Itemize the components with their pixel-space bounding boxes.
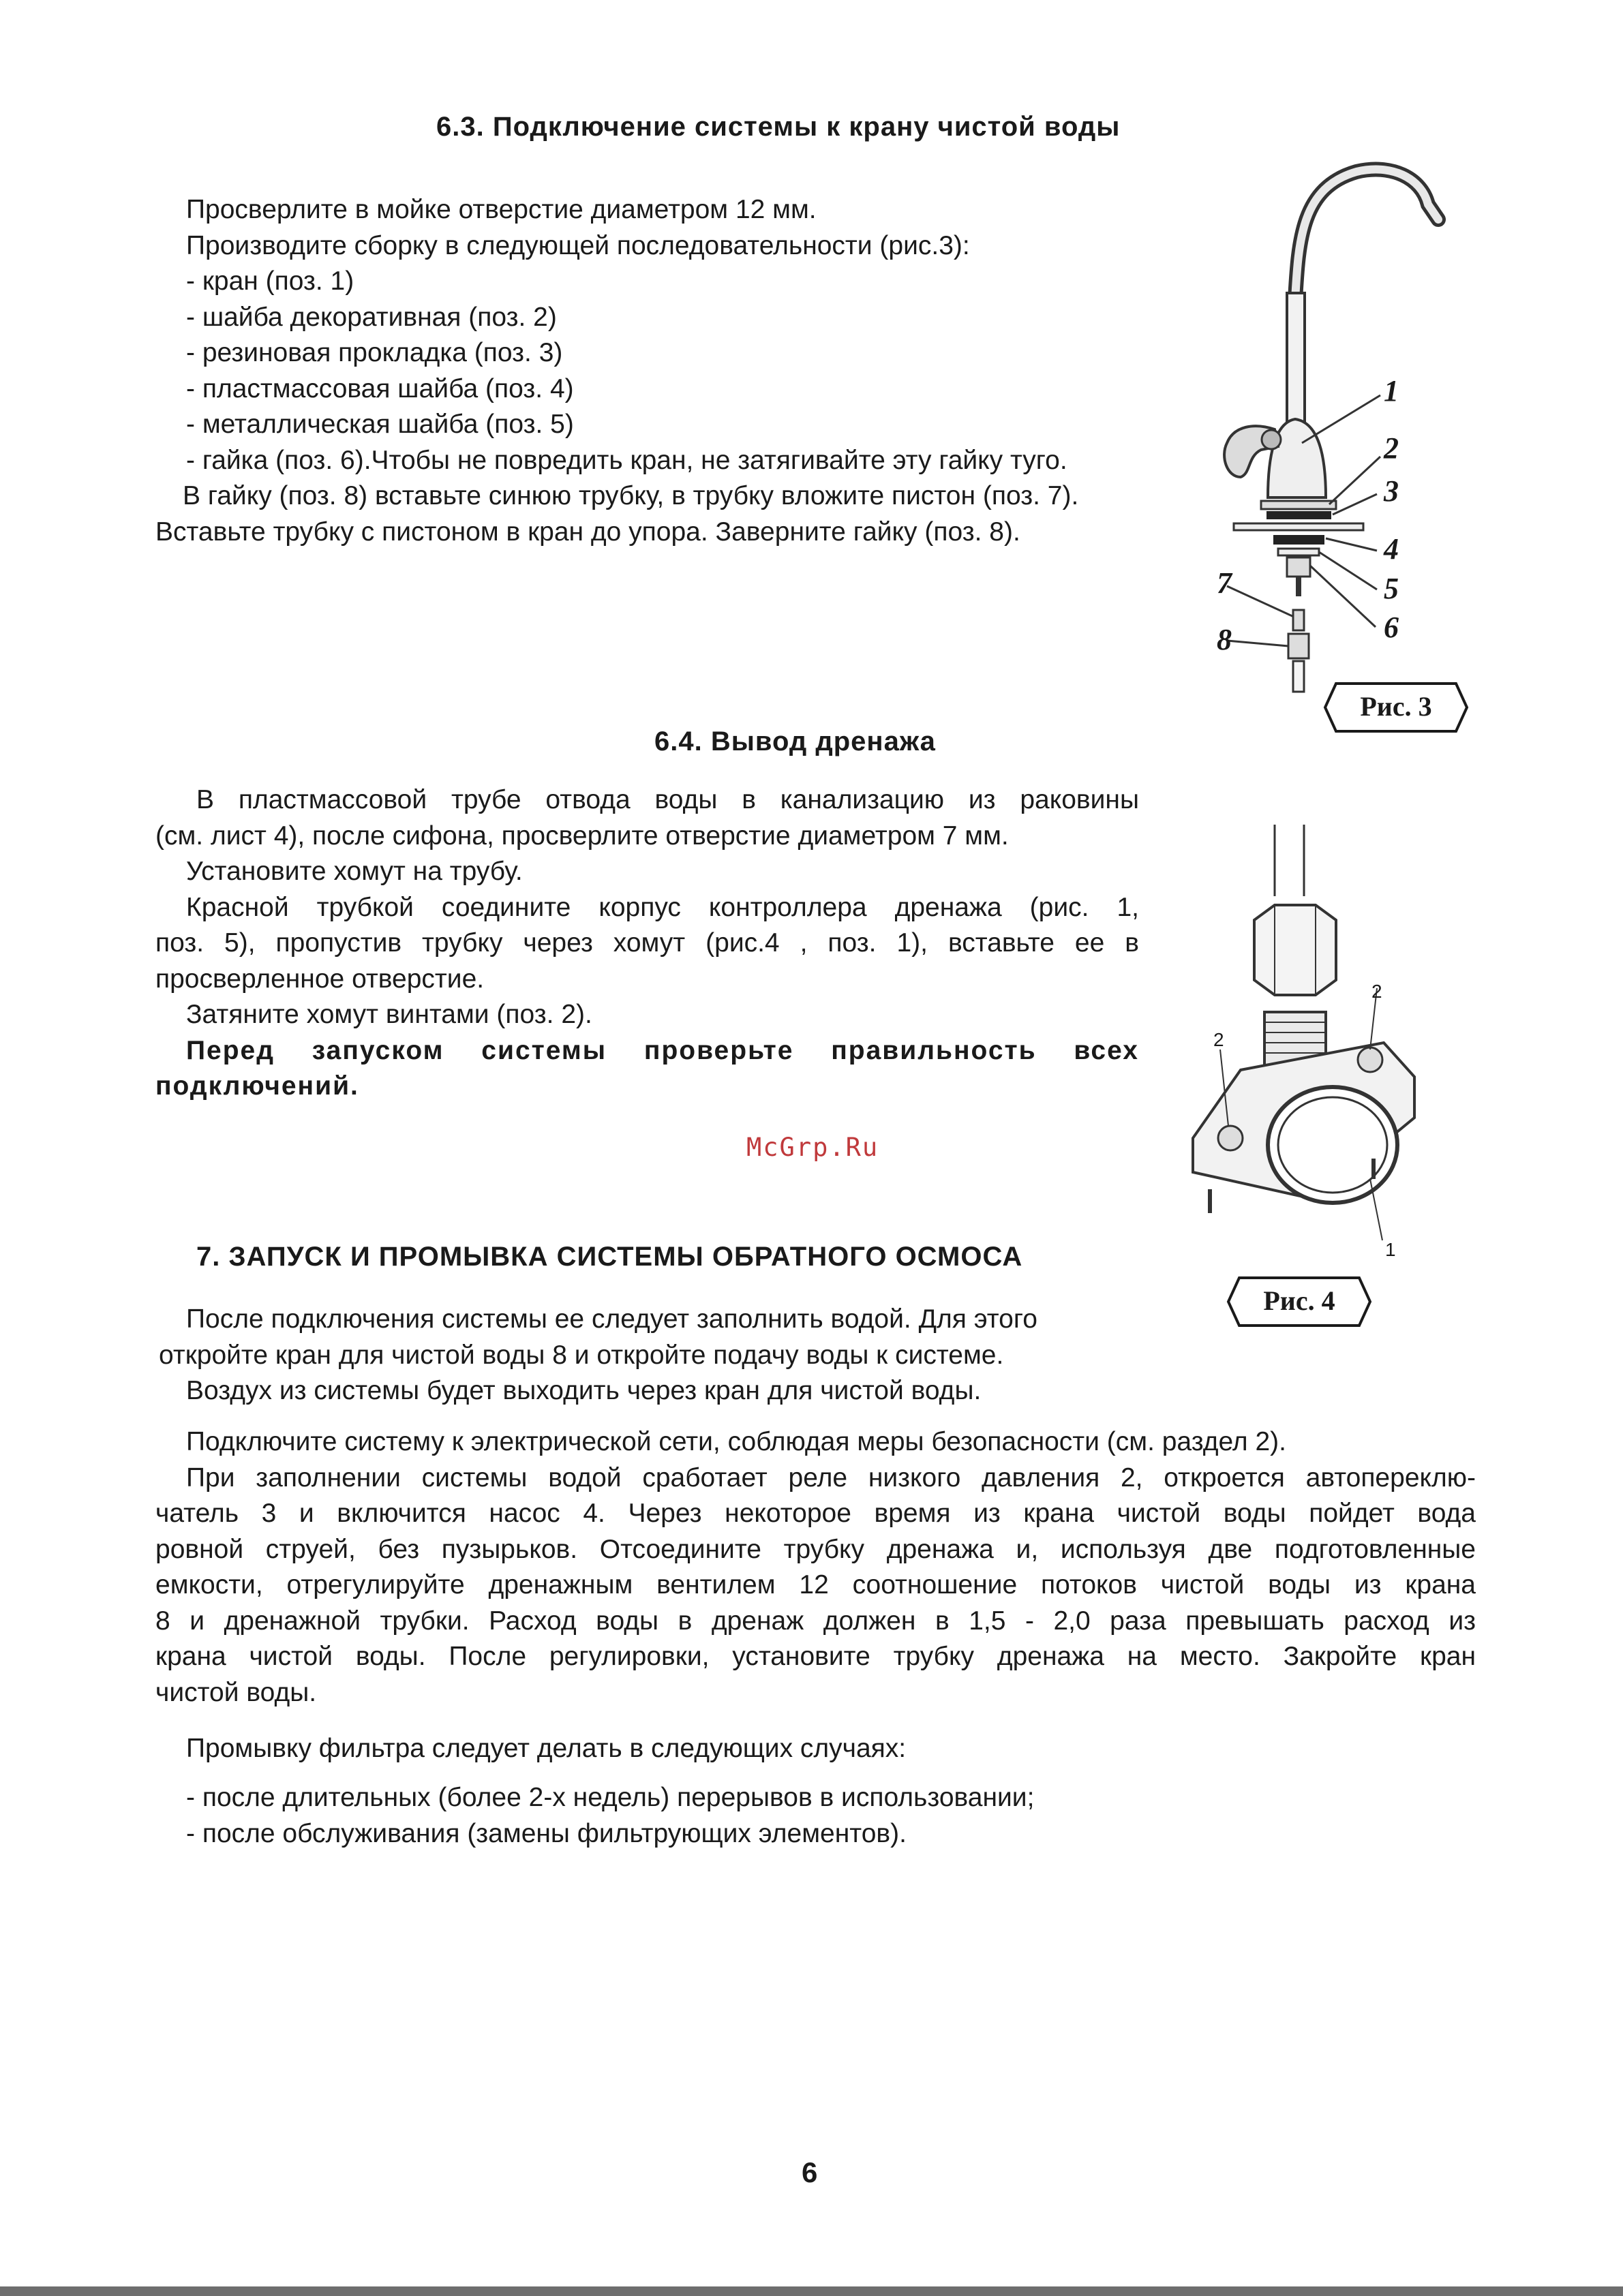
plastic-washer (1273, 535, 1324, 545)
list-item: - резиновая прокладка (поз. 3) (186, 338, 563, 367)
text-line: Просверлите в мойке отверстие диаметром 12 мм. (186, 195, 817, 224)
text-line: 8 и дренажной трубки. Расход воды в дренаж должен в 1,5 - 2,0 раза превышать расход из (155, 1606, 1476, 1636)
callout-2: 2 (1384, 431, 1399, 465)
text-line: крана чистой воды. После регулировки, установите трубку дренажа на место. Закройте кран (155, 1642, 1476, 1671)
callout-6: 6 (1384, 611, 1399, 644)
section-7-title: 7. ЗАПУСК И ПРОМЫВКА СИСТЕМЫ ОБРАТНОГО ОСМОСА (196, 1242, 1023, 1272)
screw (1218, 1126, 1243, 1150)
text-line: откройте кран для чистой воды 8 и откройте подачу воды к системе. (159, 1340, 1004, 1370)
drain-clamp-figure (1179, 818, 1445, 1268)
callout-8: 8 (1217, 623, 1232, 656)
watermark: McGrp.Ru (746, 1133, 879, 1162)
text-line: Производите сборку в следующей последовательности (рис.3): (186, 230, 970, 260)
text-line: ровной струей, без пузырьков. Отсоедините трубку дренажа и, используя две подготовленные (155, 1534, 1476, 1564)
text-line: При заполнении системы водой сработает реле низкого давления 2, откроется автопереклю- (186, 1463, 1476, 1493)
section-6-3-title: 6.3. Подключение системы к крану чистой воды (436, 112, 1121, 142)
page-number: 6 (802, 2156, 818, 2188)
callout-2: 2 (1213, 1029, 1224, 1050)
text-line: В пластмассовой трубе отвода воды в канализацию из раковины (196, 785, 1139, 814)
section-6-4-title: 6.4. Вывод дренажа (654, 726, 936, 756)
hex-nut (1254, 905, 1336, 995)
clamp-ring (1268, 1087, 1397, 1203)
list-item: - после длительных (более 2-х недель) перерывов в использовании; (186, 1783, 1035, 1812)
callout-3: 3 (1384, 474, 1399, 508)
list-item: - металлическая шайба (поз. 5) (186, 410, 574, 439)
text-line: В гайку (поз. 8) вставьте синюю трубку, в трубку вложите пистон (поз. 7). (183, 481, 1079, 510)
text-line: емкости, отрегулируйте дренажным вентилем 12 соотношение потоков чистой воды из крана (155, 1570, 1476, 1599)
text-line: Затяните хомут винтами (поз. 2). (186, 1000, 592, 1029)
text-line: Подключите систему к электрической сети, соблюдая меры безопасности (см. раздел 2). (186, 1427, 1286, 1456)
nut (1287, 557, 1310, 577)
section-7-intro (155, 1302, 1178, 1409)
text-line: После подключения системы ее следует заполнить водой. Для этого (186, 1304, 1037, 1334)
callout-4: 4 (1384, 532, 1399, 566)
figure-3-caption-badge (1322, 680, 1470, 735)
text-line: Красной трубкой соедините корпус контроллера дренажа (рис. 1, (186, 892, 1139, 922)
callout-2: 2 (1371, 981, 1382, 1002)
list-item: - гайка (поз. 6).Чтобы не повредить кран, не затягивайте эту гайку туго. (186, 445, 1067, 475)
flush-intro: Промывку фильтра следует делать в следующих случаях: (186, 1734, 907, 1763)
figure-4-caption: Рис. 4 (1263, 1285, 1335, 1316)
text-line: Воздух из системы будет выходить через кран для чистой воды. (186, 1376, 982, 1405)
warning-text: подключений. (155, 1071, 359, 1101)
callout-5: 5 (1384, 572, 1399, 605)
list-item: - после обслуживания (замены фильтрующих элементов). (186, 1818, 907, 1848)
rubber-gasket (1266, 511, 1331, 519)
faucet-column (1287, 293, 1305, 423)
section-6-4-body (155, 782, 1139, 1105)
text-line: просверленное отверстие. (155, 964, 485, 994)
metal-washer (1278, 549, 1319, 555)
faucet-figure (1159, 157, 1541, 736)
text-line: поз. 5), пропустив трубку через хомут (рис.4 , поз. 1), вставьте ее в (155, 928, 1139, 958)
list-item: - шайба декоративная (поз. 2) (186, 302, 557, 332)
callout-7: 7 (1217, 566, 1232, 600)
callout-1: 1 (1384, 374, 1399, 408)
page-bottom-edge (0, 2286, 1623, 2296)
piston (1293, 610, 1304, 630)
section-6-3-body (155, 192, 1192, 550)
text-line: (см. лист 4), после сифона, просверлите отверстие диаметром 7 мм. (155, 821, 1009, 851)
text-line: Установите хомут на трубу. (186, 857, 523, 886)
text-line: чатель 3 и включится насос 4. Через некоторое время из крана чистой воды пойдет вода (155, 1499, 1476, 1528)
tube (1293, 661, 1304, 692)
screw (1358, 1047, 1382, 1072)
text-line: чистой воды. (155, 1677, 317, 1707)
section-7-paragraph (155, 1424, 1476, 1711)
list-item: - кран (поз. 1) (186, 266, 354, 296)
figure-3-caption: Рис. 3 (1360, 691, 1432, 722)
warning-text: Перед запуском системы проверьте правильность всех (186, 1035, 1139, 1065)
tube-nut (1288, 634, 1309, 658)
text-line: Вставьте трубку с пистоном в кран до упора. Заверните гайку (поз. 8). (155, 517, 1020, 547)
list-item: - пластмассовая шайба (поз. 4) (186, 373, 574, 403)
flush-list (155, 1780, 1034, 1852)
figure-4-caption-badge (1226, 1274, 1373, 1329)
callout-1: 1 (1385, 1239, 1396, 1260)
decorative-washer (1261, 501, 1336, 509)
sink-plate (1234, 523, 1363, 530)
